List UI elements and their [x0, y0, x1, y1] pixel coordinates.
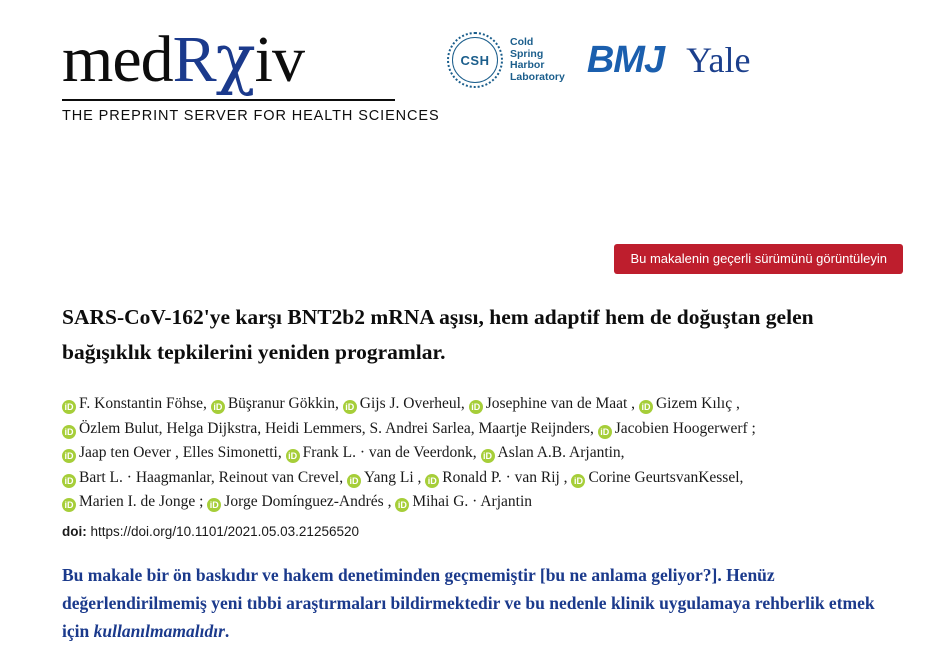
- author-name[interactable]: Gizem Kılıç ,: [655, 395, 740, 412]
- orcid-icon[interactable]: iD: [207, 498, 221, 512]
- disclaimer-emphasis: kullanılmamalıdır: [93, 620, 225, 641]
- author-name[interactable]: Aslan A.B. Arjantin,: [497, 444, 625, 461]
- author-line: [62, 417, 882, 442]
- logo-r: R: [172, 23, 216, 96]
- author-name[interactable]: Marien I. de Jonge ;: [79, 493, 204, 510]
- orcid-icon[interactable]: iD: [347, 474, 361, 488]
- author-name[interactable]: Gijs J. Overheul,: [359, 395, 465, 412]
- logo-tagline: THE PREPRINT SERVER FOR HEALTH SCIENCES: [62, 108, 440, 124]
- orcid-icon[interactable]: iD: [571, 474, 585, 488]
- orcid-icon[interactable]: iD: [286, 449, 300, 463]
- doi-link[interactable]: https://doi.org/10.1101/2021.05.03.21256520: [90, 523, 359, 539]
- orcid-icon[interactable]: iD: [395, 498, 409, 512]
- logo-chi: χ: [215, 20, 255, 97]
- orcid-icon[interactable]: iD: [62, 498, 76, 512]
- orcid-icon[interactable]: iD: [469, 400, 483, 414]
- author-line: [62, 392, 882, 417]
- medrxiv-logo[interactable]: [62, 20, 440, 124]
- csh-seal-text: CSH: [460, 52, 490, 68]
- csh-line-1: Cold: [510, 36, 534, 48]
- csh-line-2: Spring: [510, 47, 544, 60]
- orcid-icon[interactable]: iD: [62, 400, 76, 414]
- bmj-logo[interactable]: BMJ: [586, 39, 665, 81]
- partner-logos: [447, 28, 750, 92]
- author-name[interactable]: Mihai G. · Arjantin: [412, 493, 533, 510]
- orcid-icon[interactable]: iD: [481, 449, 495, 463]
- csh-line-4: Laboratory: [510, 70, 565, 83]
- author-name[interactable]: Jaap ten Oever , Elles Simonetti,: [79, 444, 282, 461]
- orcid-icon[interactable]: iD: [425, 474, 439, 488]
- author-name[interactable]: Jacobien Hoogerwerf ;: [614, 419, 756, 437]
- article-block: [62, 300, 882, 645]
- author-line: [62, 466, 882, 491]
- logo-iv: iv: [254, 23, 305, 96]
- disclaimer-text-2: . Henüz değerlendirilmemiş yeni tıbbi araştırmaları bildirmektedir ve bu nedenle klinik uygulamaya rehberlik etmek için: [62, 564, 875, 641]
- disclaimer-text-1: Bu makale bir ön baskıdır ve hakem denetiminden geçmemiştir: [62, 564, 540, 585]
- preprint-disclaimer: [62, 561, 882, 645]
- disclaimer-text-3: .: [224, 620, 230, 641]
- view-current-version-button[interactable]: Bu makalenin geçerli sürümünü görüntüleyin: [614, 244, 903, 274]
- logo-med: med: [62, 23, 173, 96]
- orcid-icon[interactable]: iD: [62, 425, 76, 439]
- author-name[interactable]: Josephine van de Maat ,: [485, 395, 636, 412]
- author-line: [62, 441, 882, 466]
- author-name[interactable]: Frank L. · van de Veerdonk,: [302, 444, 477, 461]
- orcid-icon[interactable]: iD: [598, 425, 612, 439]
- orcid-icon[interactable]: iD: [211, 400, 225, 414]
- author-name[interactable]: F. Konstantin Föhse,: [79, 395, 207, 412]
- site-masthead: [0, 0, 941, 150]
- orcid-icon[interactable]: iD: [639, 400, 653, 414]
- author-name[interactable]: Bart L. · Haagmanlar, Reinout van Crevel,: [79, 468, 344, 486]
- author-line: [62, 490, 882, 515]
- what-does-this-mean-link[interactable]: [bu ne anlama geliyor?]: [539, 564, 718, 585]
- csh-wordmark: [510, 37, 565, 83]
- author-name[interactable]: Özlem Bulut, Helga Dijkstra, Heidi Lemmers, S. Andrei Sarlea, Maartje Reijnders,: [79, 419, 594, 437]
- cold-spring-harbor-logo[interactable]: [447, 32, 565, 88]
- author-name[interactable]: Büşranur Gökkin,: [227, 395, 339, 412]
- csh-seal-icon: [447, 32, 503, 88]
- author-list: [62, 392, 882, 515]
- orcid-icon[interactable]: iD: [62, 474, 76, 488]
- doi-line: [62, 524, 882, 539]
- orcid-icon[interactable]: iD: [62, 449, 76, 463]
- orcid-icon[interactable]: iD: [343, 400, 357, 414]
- author-name[interactable]: Ronald P. · van Rij ,: [442, 468, 568, 486]
- author-name[interactable]: Yang Li ,: [363, 468, 422, 486]
- csh-line-3: Harbor: [510, 59, 545, 71]
- article-title: SARS-CoV-162'ye karşı BNT2b2 mRNA aşısı, hem adaptif hem de doğuştan gelen bağışıklık tepkilerini yeniden programlar.: [62, 305, 814, 364]
- author-name[interactable]: Corine GeurtsvanKessel,: [588, 468, 744, 486]
- logo-divider: [62, 99, 395, 101]
- logo-wordmark: [62, 22, 407, 97]
- author-name[interactable]: Jorge Domínguez-Andrés ,: [224, 493, 392, 510]
- doi-label: doi:: [62, 523, 87, 539]
- yale-logo[interactable]: Yale: [686, 40, 751, 80]
